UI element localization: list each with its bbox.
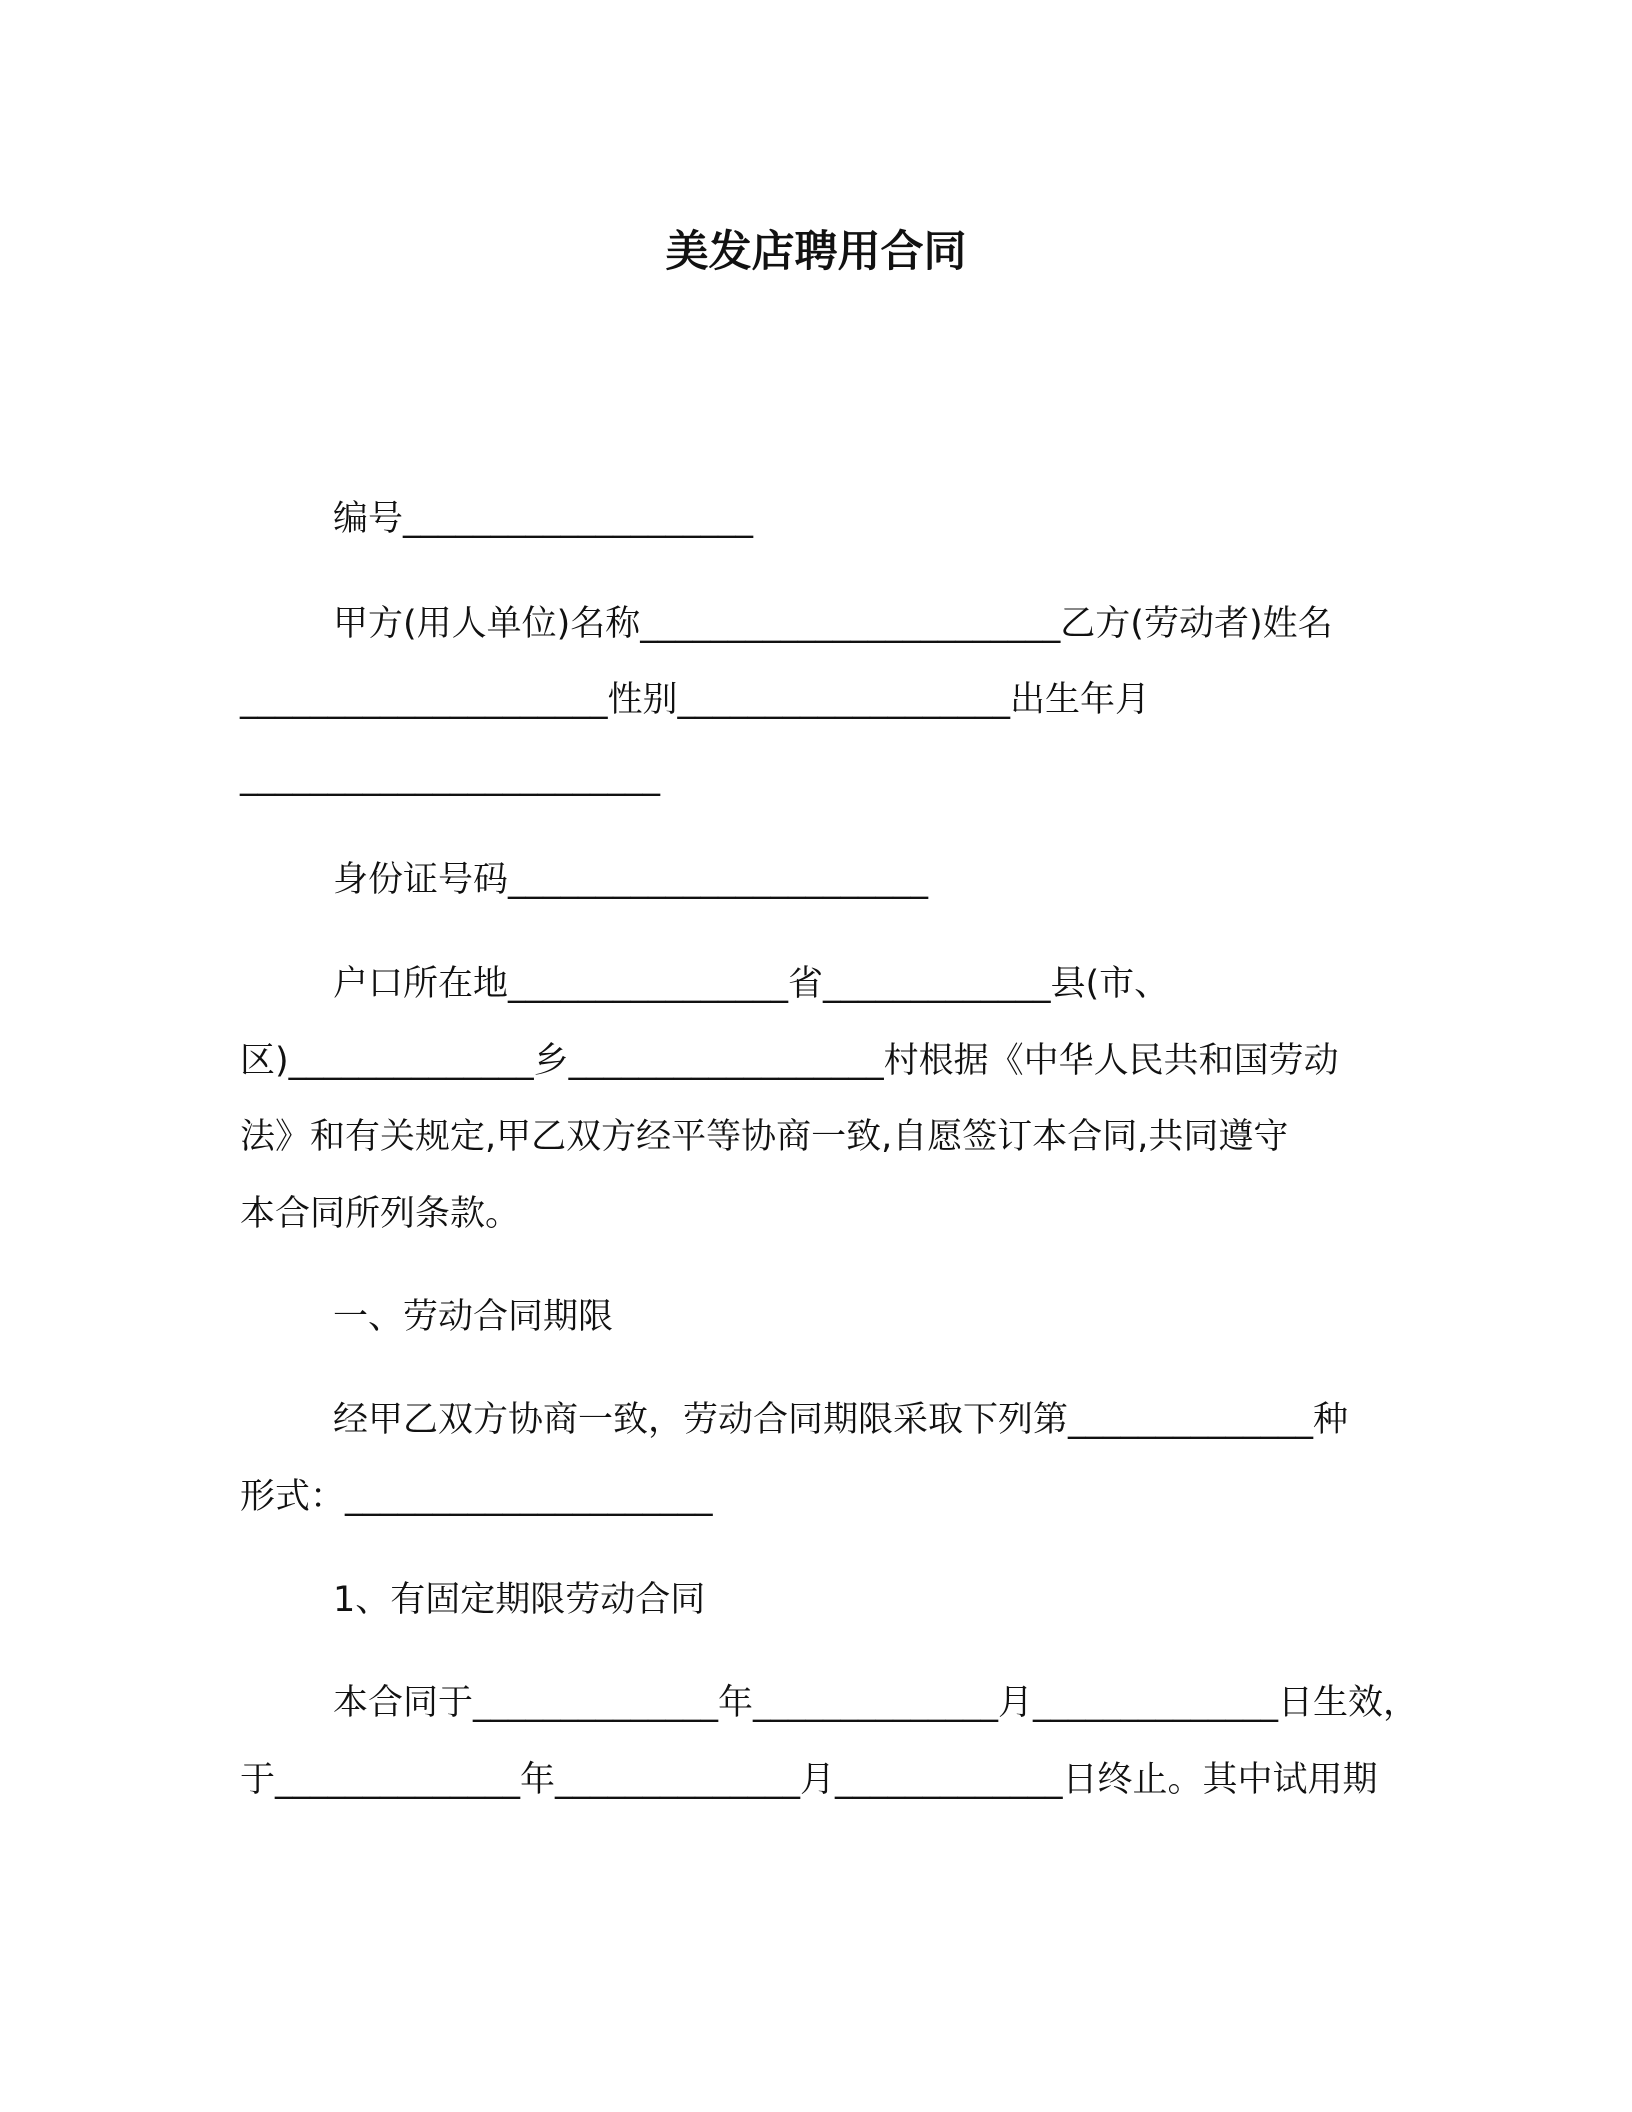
termination-date-line: 于______________年______________月_____________日终止。其中试用期 <box>240 1760 1378 1800</box>
term-form-line: 经甲乙双方协商一致，劳动合同期限采取下列第______________种 <box>333 1400 1349 1440</box>
document-title: 美发店聘用合同 <box>665 227 967 277</box>
effective-date-line: 本合同于______________年______________月______________日生效， <box>333 1683 1419 1723</box>
birth-blank-line: ________________________ <box>240 757 660 797</box>
fixed-term-heading: 1、有固定期限劳动合同 <box>333 1580 706 1620</box>
id-number-line: 身份证号码________________________ <box>333 860 929 900</box>
terms-line: 本合同所列条款。 <box>240 1194 521 1234</box>
section-heading-term: 一、劳动合同期限 <box>333 1297 614 1337</box>
form-blank-line: 形式：_____________________ <box>240 1477 713 1517</box>
contract-number-line: 编号____________________ <box>333 499 754 539</box>
household-line: 户口所在地________________省_____________县(市、 <box>333 964 1170 1004</box>
agreement-line: 法》和有关规定,甲乙双方经平等协商一致,自愿签订本合同,共同遵守 <box>240 1117 1289 1157</box>
gender-birth-line: _____________________性别___________________出生年月 <box>240 680 1151 720</box>
district-law-line: 区)______________乡__________________村根据《中华人民共和国劳动 <box>240 1041 1339 1081</box>
party-names-line: 甲方(用人单位)名称________________________乙方(劳动者)姓名 <box>333 604 1333 644</box>
